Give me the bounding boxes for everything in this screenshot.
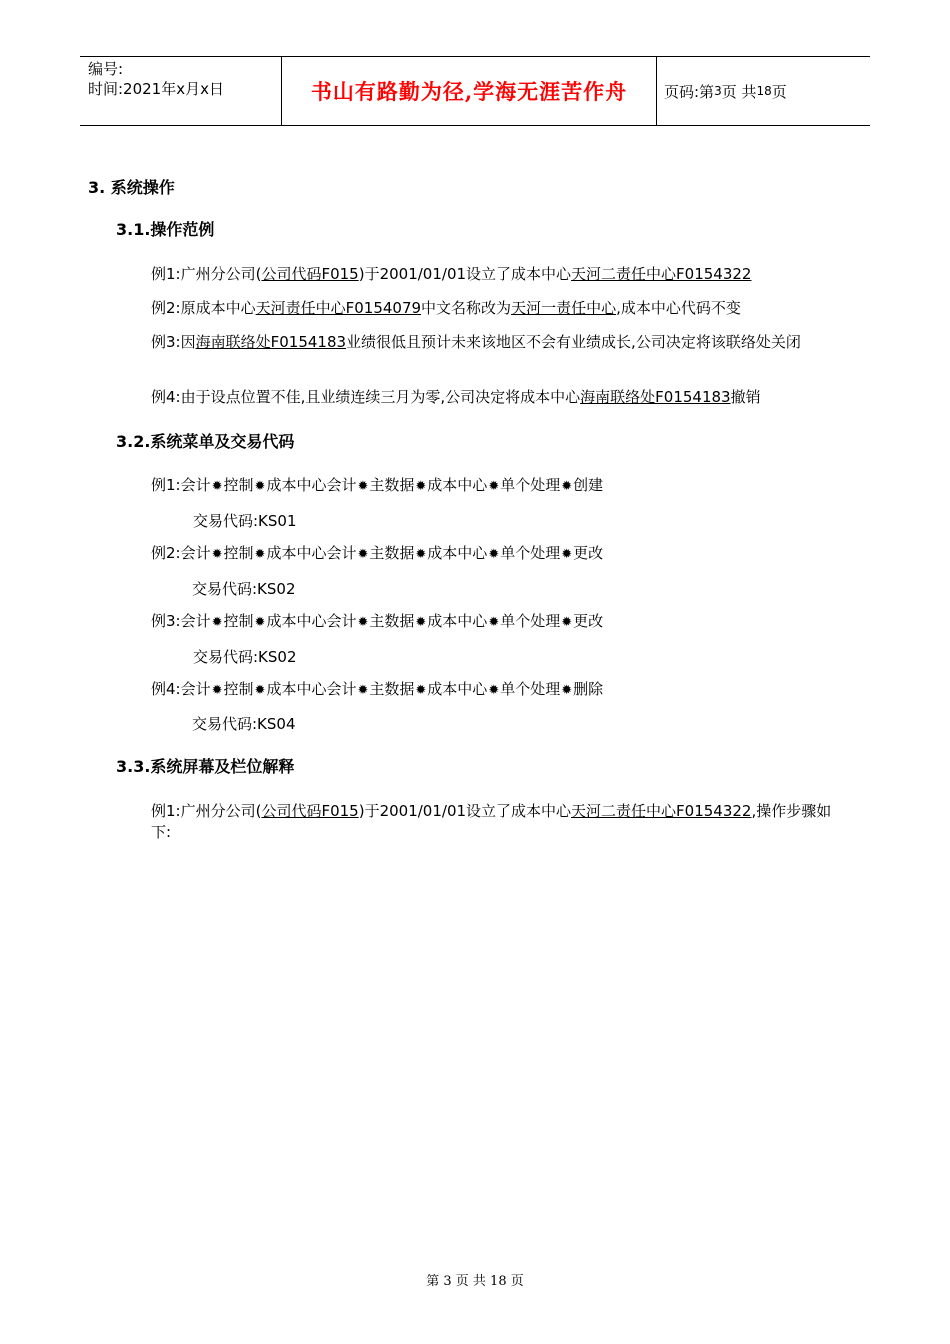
time-label: 时间:2021年x月x日 [88,80,224,98]
example-label: 例3: [151,612,181,630]
number-label: 编号: [88,60,124,78]
menu-separator-icon: ✹ [254,615,266,630]
text-run: 例3:因 [151,333,196,351]
text-run: 例4:由于设点位置不佳,且业绩连续三月为零,公司决定将成本中心 [151,388,581,406]
menu-separator-icon: ✹ [561,547,573,562]
menu-item: 成本中心 [427,544,488,562]
menu-path-4 [151,679,603,701]
menu-item: 主数据 [369,680,415,698]
page-header [80,56,870,126]
underlined-term: 海南联络处F0154183 [195,333,347,351]
text-run: 例1:广州分公司( [151,265,262,283]
underlined-term: 天河二责任中心F0154322 [571,802,752,820]
transaction-code-2: 交易代码:KS02 [192,580,296,598]
example-label: 例1: [151,476,181,494]
menu-item: 成本中心会计 [266,612,357,630]
underlined-term: 公司代码F015 [261,265,359,283]
example-1-text [151,264,751,285]
menu-separator-icon: ✹ [561,479,573,494]
menu-separator-icon: ✹ [415,547,427,562]
menu-separator-icon: ✹ [415,615,427,630]
menu-item: 会计 [180,544,211,562]
underlined-term: 公司代码F015 [261,802,359,820]
menu-separator-icon: ✹ [415,479,427,494]
text-run: )于2001/01/01设立了成本中心 [358,265,572,283]
underlined-term: 天河责任中心F0154079 [255,299,422,317]
transaction-code-1: 交易代码:KS01 [193,512,297,530]
menu-separator-icon: ✹ [357,615,369,630]
menu-item: 创建 [573,476,604,494]
menu-item: 会计 [180,612,211,630]
menu-separator-icon: ✹ [254,683,266,698]
menu-item: 控制 [223,680,254,698]
text-run: )于2001/01/01设立了成本中心 [358,802,572,820]
example-label: 例4: [151,680,181,698]
menu-path-3 [151,611,603,633]
example-4-text [151,387,761,408]
menu-separator-icon: ✹ [415,683,427,698]
menu-item: 会计 [180,680,211,698]
menu-separator-icon: ✹ [561,615,573,630]
menu-item: 主数据 [369,544,415,562]
text-run: 撤销 [730,388,761,406]
menu-separator-icon: ✹ [254,479,266,494]
menu-separator-icon: ✹ [211,615,223,630]
menu-item: 更改 [573,544,604,562]
menu-item: 成本中心 [427,680,488,698]
text-run: 业绩很低且预计未来该地区不会有业绩成长,公司决定将该联络处关闭 [346,333,801,351]
page-footer: 第 3 页 共 18 页 [426,1274,524,1289]
menu-item: 单个处理 [500,544,561,562]
underlined-term: 天河一责任中心 [511,299,617,317]
menu-item: 删除 [573,680,604,698]
text-run: 例1:广州分公司( [151,802,262,820]
menu-item: 控制 [223,544,254,562]
section-3-1-title: 3.1.操作范例 [116,220,215,239]
menu-separator-icon: ✹ [488,683,500,698]
menu-item: 控制 [223,612,254,630]
page-suffix: 页 [771,82,787,101]
menu-item: 单个处理 [500,476,561,494]
text-run: ,成本中心代码不变 [616,299,741,317]
menu-separator-icon: ✹ [357,683,369,698]
menu-item: 主数据 [369,612,415,630]
header-motto: 书山有路勤为径,学海无涯苦作舟 [281,57,657,125]
header-meta [88,59,224,99]
section-3-3-title: 3.3.系统屏幕及栏位解释 [116,757,295,776]
menu-item: 成本中心 [427,476,488,494]
section-3-3-example-1 [151,801,851,843]
section-3-title: 3. 系统操作 [88,178,175,197]
text-run: 例2:原成本中心 [151,299,256,317]
page-prefix: 页码:第 [664,82,715,101]
menu-separator-icon: ✹ [211,547,223,562]
page-number: 3 [714,84,722,98]
menu-item: 成本中心 [427,612,488,630]
menu-item: 主数据 [369,476,415,494]
menu-path-1 [151,475,603,497]
menu-item: 控制 [223,476,254,494]
page-total: 18 [756,84,772,98]
menu-item: 会计 [180,476,211,494]
example-2-text [151,298,741,319]
menu-separator-icon: ✹ [211,683,223,698]
menu-separator-icon: ✹ [211,479,223,494]
page-mid: 页 共 [721,82,757,101]
menu-separator-icon: ✹ [357,547,369,562]
menu-item: 单个处理 [500,680,561,698]
transaction-code-3: 交易代码:KS02 [193,648,297,666]
menu-path-2 [151,543,603,565]
menu-separator-icon: ✹ [488,547,500,562]
menu-item: 更改 [573,612,604,630]
menu-item: 成本中心会计 [266,680,357,698]
menu-separator-icon: ✹ [561,683,573,698]
menu-item: 单个处理 [500,612,561,630]
menu-separator-icon: ✹ [488,479,500,494]
menu-item: 成本中心会计 [266,476,357,494]
underlined-term: 天河二责任中心F0154322 [571,265,752,283]
menu-separator-icon: ✹ [488,615,500,630]
underlined-term: 海南联络处F0154183 [580,388,731,406]
text-run: ,操作步骤如下: [151,802,832,841]
text-run: 中文名称改为 [421,299,512,317]
menu-item: 成本中心会计 [266,544,357,562]
transaction-code-4: 交易代码:KS04 [192,715,296,733]
header-page-info [664,57,787,125]
section-3-2-title: 3.2.系统菜单及交易代码 [116,432,295,451]
example-label: 例2: [151,544,181,562]
menu-separator-icon: ✹ [254,547,266,562]
menu-separator-icon: ✹ [357,479,369,494]
example-3-text [151,332,863,353]
